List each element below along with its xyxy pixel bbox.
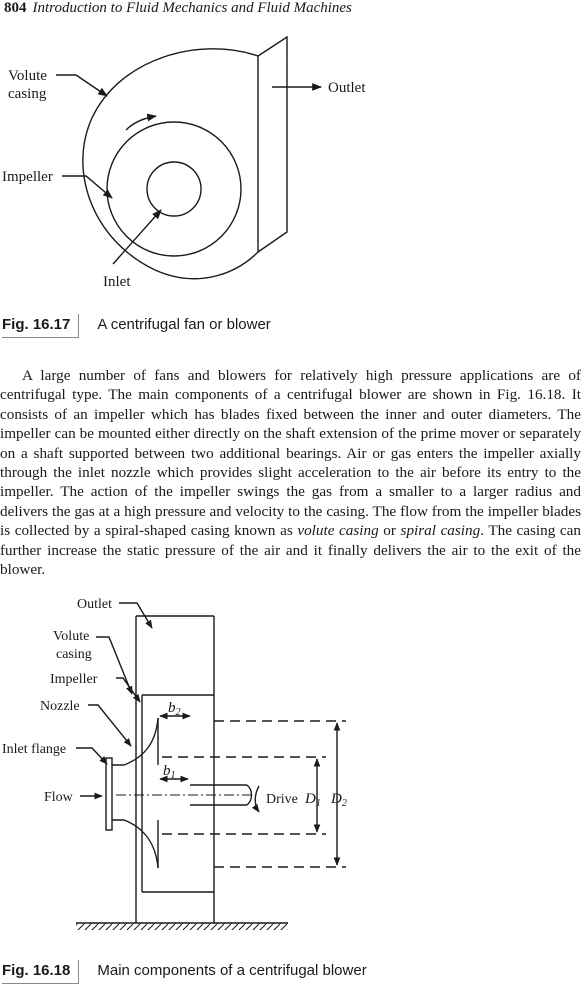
drive-label: Drive [266,792,298,807]
paragraph-text-3: . The casing can further increase the static pressure of the air and it finally delivers the air to the exit of the blower. [0,522,581,579]
term-spiral-casing: spiral casing [400,522,481,540]
impeller-label: Impeller [2,169,53,185]
flow-label: Flow [44,790,73,805]
paragraph-text-2: or [378,522,401,540]
volute-label-line2: casing [56,647,92,662]
caption-text: Main components of a centrifugal blower [97,962,367,979]
term-volute-casing: volute casing [297,522,379,540]
nozzle-leader [88,705,131,746]
d1-label: $D_1$ [305,791,321,809]
d2-label: $D_2$ [331,791,347,809]
caption-text: A centrifugal fan or blower [97,316,271,333]
impeller-label: Impeller [50,672,98,687]
volute-label-line2: casing [8,86,47,102]
inlet-flange-leader [76,748,107,764]
volute-label-line1: Volute [53,629,90,644]
nozzle-label: Nozzle [40,699,80,714]
caption-number: Fig. 16.17 [2,314,79,338]
figure-caption-16-18 [2,960,367,984]
volute-leader [96,637,132,694]
ground-hatch [76,923,288,930]
book-title: Introduction to Fluid Mechanics and Fluid Machines [32,0,352,16]
inlet-flange [106,758,112,830]
b1-label: $b_1$ [163,763,176,781]
inlet-label: Inlet [103,274,131,290]
outlet-label: Outlet [328,80,366,96]
b2-label: $b_2$ [168,700,181,718]
nozzle-curve-upper [124,718,158,765]
caption-number: Fig. 16.18 [2,960,79,984]
volute-label-line1: Volute [8,68,47,84]
page-number: 804 [4,0,27,16]
drive-rotation-arrow [255,786,259,812]
inlet-flange-label: Inlet flange [2,742,67,757]
nozzle-curve-lower [124,820,158,868]
outlet-label: Outlet [77,597,112,612]
paragraph-text-1: A large number of fans and blowers for relatively high pressure applications are of centrifugal type. The main components of a centrifugal blower are shown in Fig. 16.18. It consists of an impeller which has blades fixed between the inner and outer diameters. The impeller can be mounted either directly on the shaft extension of the prime mover or separately on a shaft supported between two additional bearings. Air or gas enters the impeller axially through the inlet nozzle which provides slight acceleration to the air before its entry to the impeller. The action of the impeller swings the gas from a smaller to a larger radius and delivers the gas at a high pressure and velocity to the casing. The flow from the impeller blades is collected by a spiral-shaped casing known as [0,367,581,540]
